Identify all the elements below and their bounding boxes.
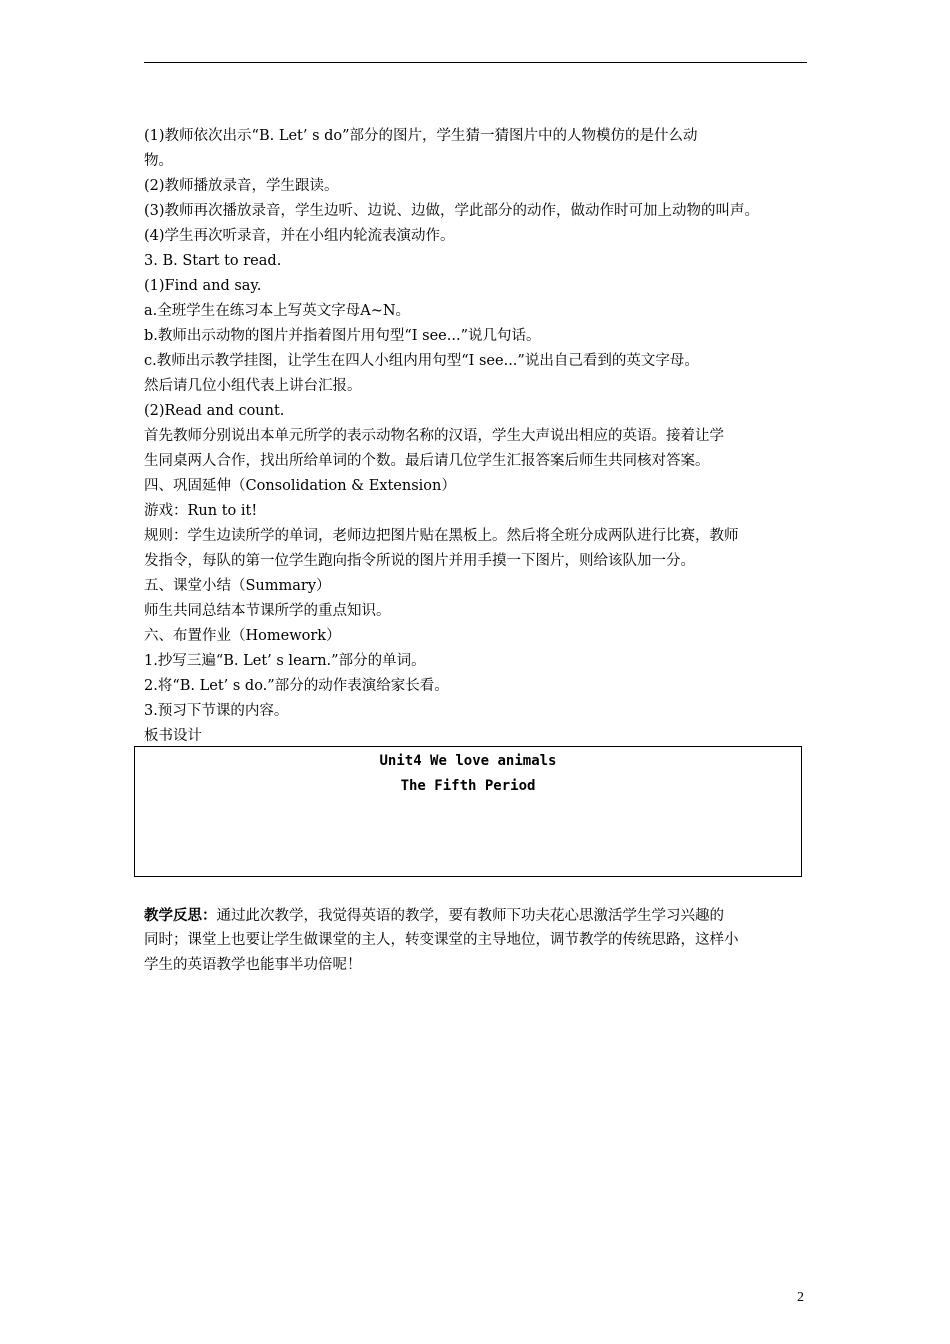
blackboard-design-box — [134, 746, 802, 877]
text-line: 发指令，每队的第一位学生跑向指令所说的图片并用手摸一下图片，则给该队加一分。 — [144, 553, 695, 569]
header-rule — [144, 62, 807, 63]
text-line: 物。 — [144, 153, 173, 169]
section-heading: 四、巩固延伸（Consolidation & Extension） — [144, 478, 456, 494]
text-line: (1)教师依次出示“B. Let’ s do”部分的图片，学生猜一猜图片中的人物模仿的是什么动 — [144, 128, 698, 144]
text-line: (4)学生再次听录音，并在小组内轮流表演动作。 — [144, 228, 455, 244]
text-line: (3)教师再次播放录音，学生边听、边说、边做，学此部分的动作，做动作时可加上动物的叫声。 — [144, 203, 760, 219]
text-line: 3.预习下节课的内容。 — [144, 703, 289, 719]
teaching-reflection — [144, 903, 812, 978]
text-line: 2.将“B. Let’ s do.”部分的动作表演给家长看。 — [144, 678, 449, 694]
text-line: 然后请几位小组代表上讲台汇报。 — [144, 378, 362, 394]
text-line: 1.抄写三遍“B. Let’ s learn.”部分的单词。 — [144, 653, 426, 669]
lesson-content — [144, 124, 812, 749]
section-heading: 五、课堂小结（Summary） — [144, 578, 331, 594]
board-design-heading: 板书设计 — [144, 728, 202, 744]
reflection-label: 教学反思： — [144, 907, 217, 924]
text-line: a.全班学生在练习本上写英文字母A~N。 — [144, 303, 411, 319]
text-line: (1)Find and say. — [144, 278, 262, 294]
text-line: 游戏：Run to it! — [144, 503, 258, 519]
text-line: (2)教师播放录音，学生跟读。 — [144, 178, 339, 194]
text-line: (2)Read and count. — [144, 403, 285, 419]
reflection-text: 同时；课堂上也要让学生做课堂的主人，转变课堂的主导地位，调节教学的传统思路，这样小 — [144, 932, 739, 948]
text-line: c.教师出示教学挂图，让学生在四人小组内用句型“I see...”说出自己看到的英文字母。 — [144, 353, 699, 369]
page-number: 2 — [797, 1290, 804, 1305]
reflection-text: 通过此次教学，我觉得英语的教学，要有教师下功夫花心思激活学生学习兴趣的 — [216, 908, 724, 924]
board-period-title: The Fifth Period — [400, 778, 536, 794]
text-line: 师生共同总结本节课所学的重点知识。 — [144, 603, 391, 619]
text-line: b.教师出示动物的图片并指着图片用句型“I see...”说几句话。 — [144, 328, 541, 344]
text-line: 规则：学生边读所学的单词，老师边把图片贴在黑板上。然后将全班分成两队进行比赛，教师 — [144, 528, 739, 544]
text-line: 生同桌两人合作，找出所给单词的个数。最后请几位学生汇报答案后师生共同核对答案。 — [144, 453, 710, 469]
text-line: 3. B. Start to read. — [144, 253, 282, 269]
text-line: 首先教师分别说出本单元所学的表示动物名称的汉语，学生大声说出相应的英语。接着让学 — [144, 428, 724, 444]
section-heading: 六、布置作业（Homework） — [144, 628, 341, 644]
reflection-text: 学生的英语教学也能事半功倍呢！ — [144, 957, 362, 973]
board-unit-title: Unit4 We love animals — [379, 753, 557, 769]
